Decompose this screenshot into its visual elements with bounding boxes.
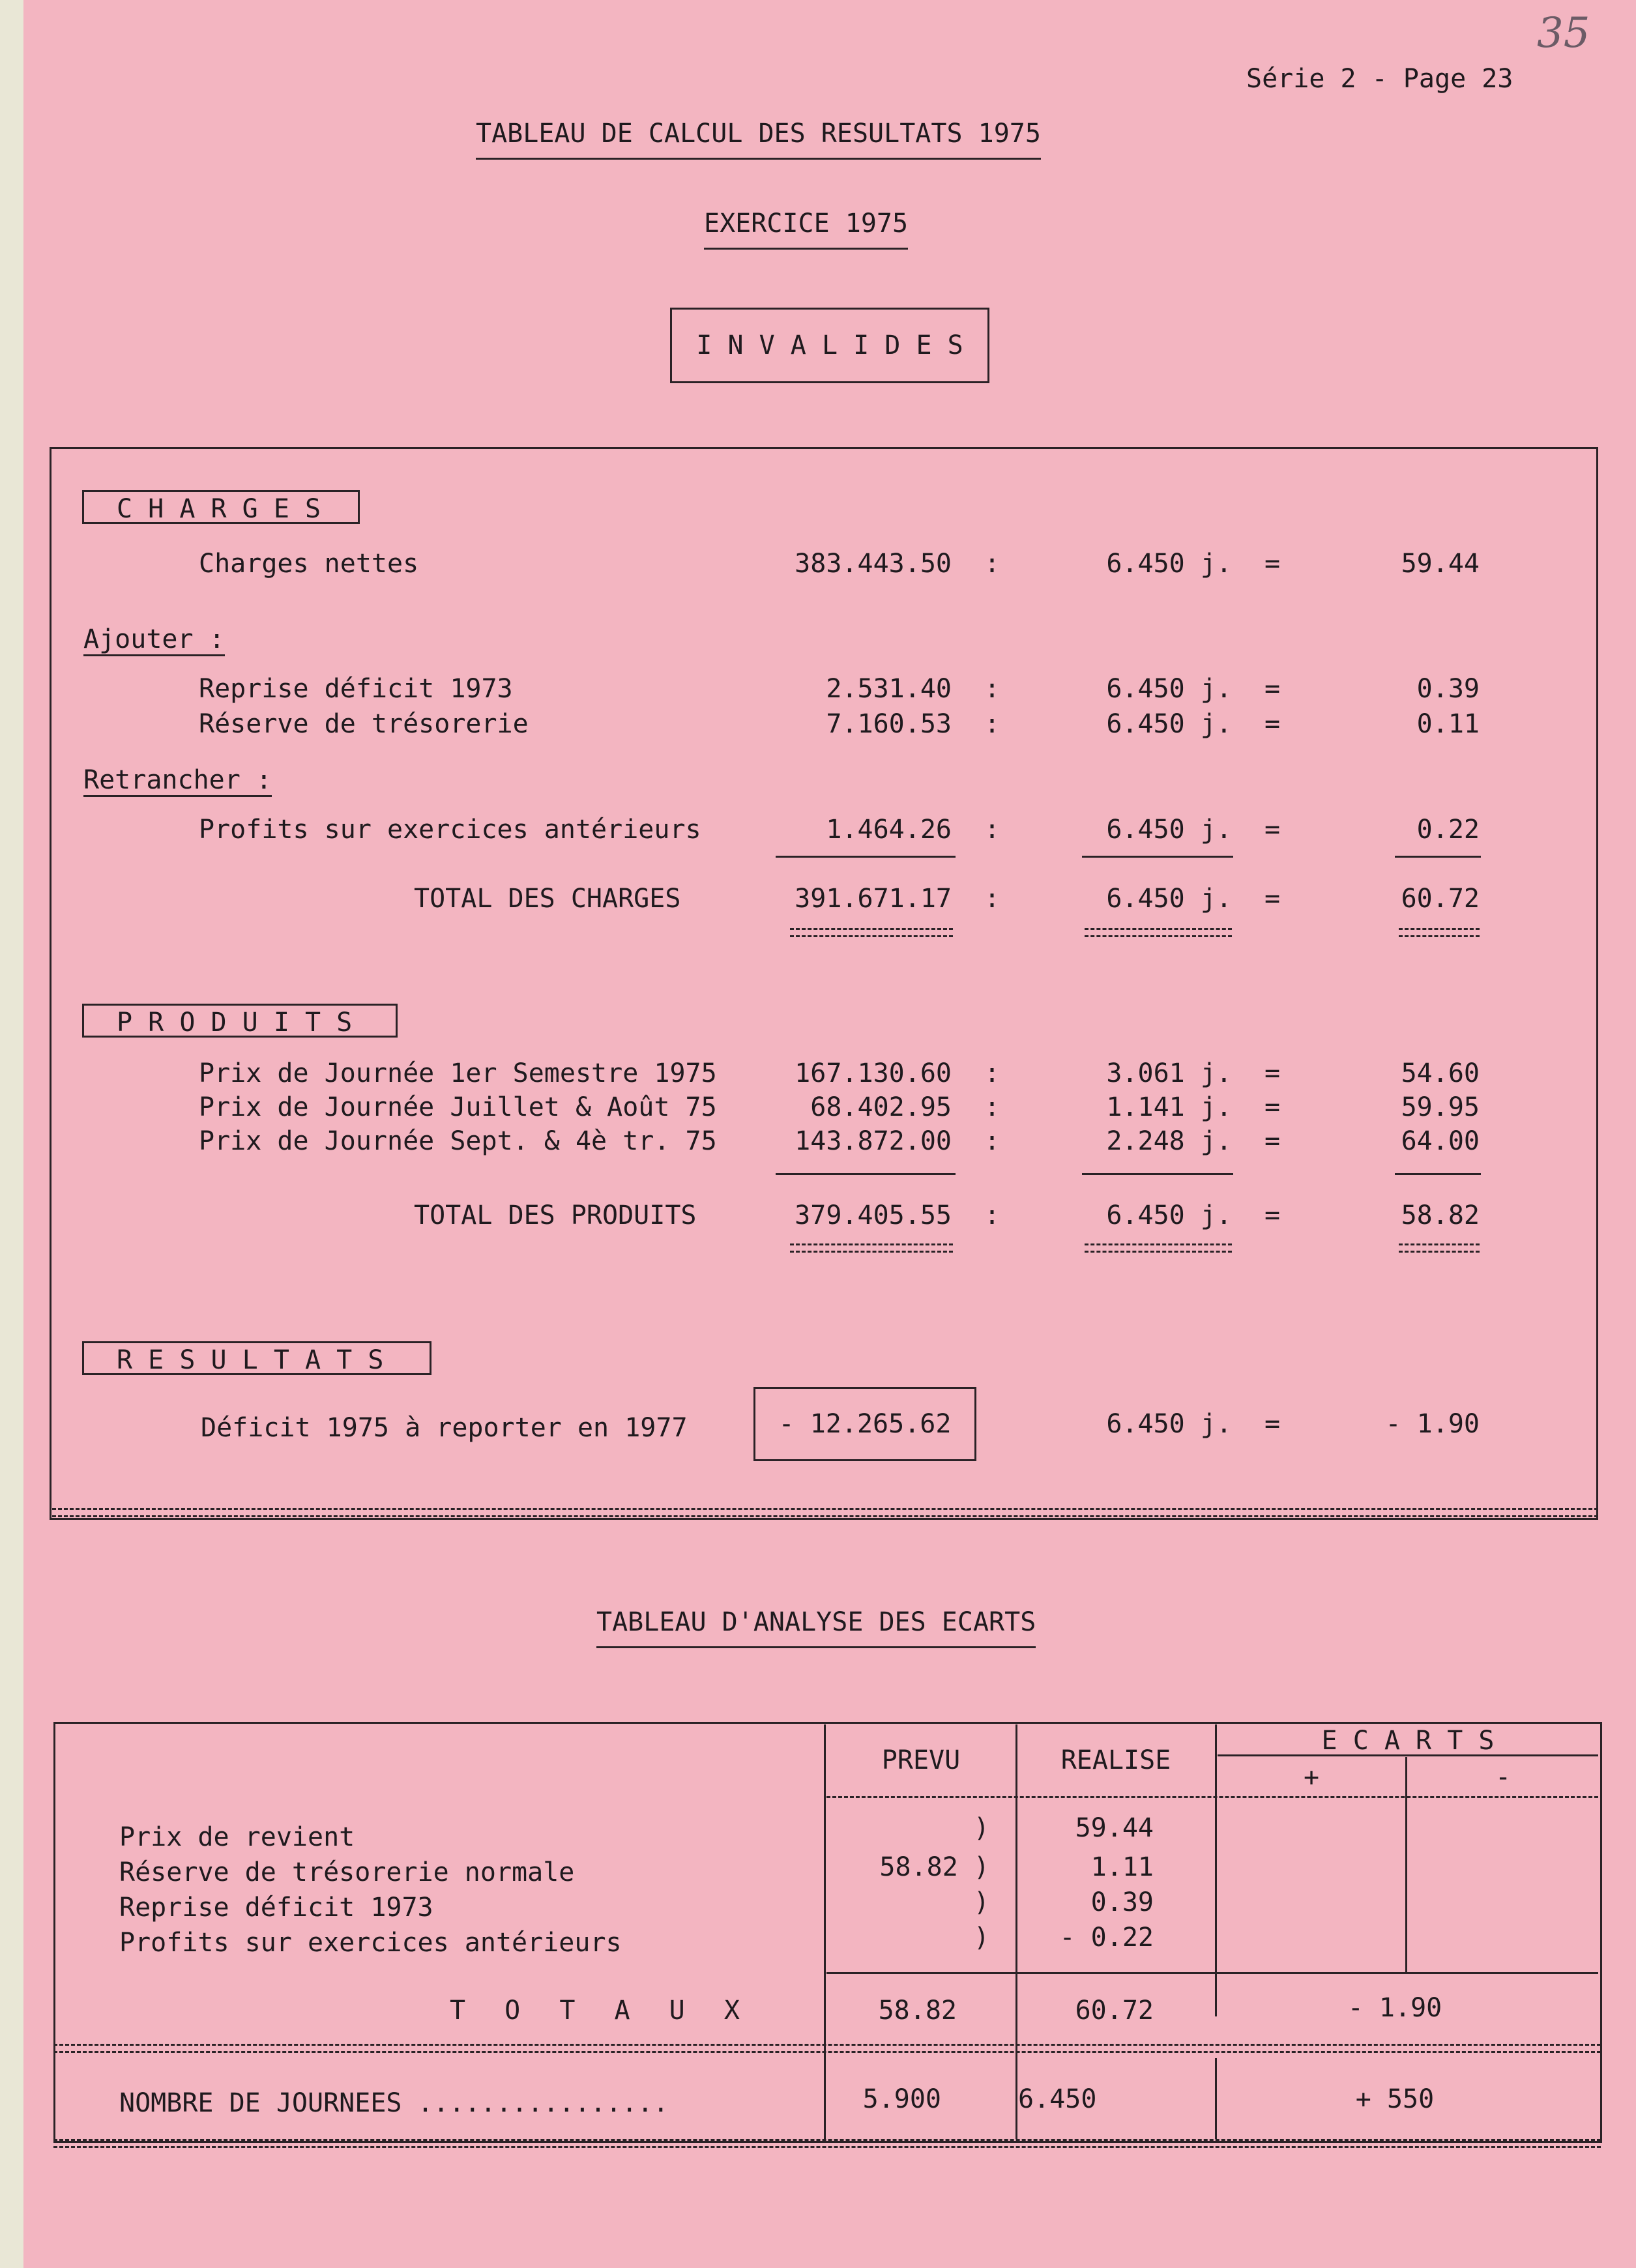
col-divider-plus-minus [1405, 1757, 1407, 1972]
reserve-tresorerie-label: Réserve de trésorerie [199, 709, 529, 739]
reserve-tresorerie-days: 6.450 j. [1106, 709, 1232, 739]
header-prevu: PREVU [881, 1745, 961, 1775]
header-realise: REALISE [1060, 1745, 1171, 1775]
produits-row-2-label: Prix de Journée Juillet & Août 75 [199, 1092, 717, 1122]
produits-row-3-eq: = [1264, 1126, 1281, 1156]
analyse-row-3-prevu: ) [973, 1887, 989, 1917]
col-divider-prevu [824, 1724, 826, 2139]
produits-row-1-amount: 167.130.60 [795, 1058, 952, 1088]
profits-anterieurs-result: 0.22 [1416, 815, 1480, 845]
produits-row-2-amount: 68.402.95 [810, 1092, 952, 1122]
produits-row-2-days: 1.141 j. [1106, 1092, 1232, 1122]
reprise-deficit-colon: : [984, 674, 1001, 704]
totaux-prevu: 58.82 [878, 1996, 957, 2026]
deficit-label: Déficit 1975 à reporter en 1977 [201, 1413, 688, 1443]
charges-sum-rule-amount [776, 856, 956, 858]
analyse-row-1-realise: 59.44 [1075, 1813, 1154, 1843]
totaux-top-rule [826, 1972, 1598, 1974]
handwritten-page-number: 35 [1537, 9, 1590, 57]
analyse-row-1-label: Prix de revient [119, 1822, 355, 1852]
produits-row-3-amount: 143.872.00 [795, 1126, 952, 1156]
analyse-row-2-realise: 1.11 [1090, 1852, 1154, 1882]
header-bottom-rule [826, 1796, 1598, 1798]
total-charges-colon: : [984, 884, 1001, 914]
produits-heading: P R O D U I T S [82, 1004, 398, 1038]
reprise-deficit-result: 0.39 [1416, 674, 1480, 704]
analyse-row-2-label: Réserve de trésorerie normale [119, 1857, 575, 1887]
total-produits-eq: = [1264, 1200, 1281, 1230]
journees-prevu: 5.900 [862, 2084, 941, 2114]
totaux-label: T O T A U X [450, 1996, 752, 2026]
document-title: TABLEAU DE CALCUL DES RESULTATS 1975 [476, 119, 1041, 160]
reprise-deficit-eq: = [1264, 674, 1281, 704]
total-produits-colon: : [984, 1200, 1001, 1230]
charges-nettes-result: 59.44 [1401, 549, 1480, 579]
total-produits-amount: 379.405.55 [795, 1200, 952, 1230]
journees-top-double-rule [53, 2044, 1601, 2053]
produits-row-1-colon: : [984, 1058, 1001, 1088]
reserve-tresorerie-colon: : [984, 709, 1001, 739]
charges-nettes-colon: : [984, 549, 1001, 579]
deficit-eq: = [1264, 1409, 1281, 1439]
total-charges-amount: 391.671.17 [795, 884, 952, 914]
total-charges-days: 6.450 j. [1106, 884, 1232, 914]
header-ecarts-plus: + [1303, 1762, 1320, 1792]
total-produits-days: 6.450 j. [1106, 1200, 1232, 1230]
exercice-title: EXERCICE 1975 [704, 209, 908, 250]
total-produits-label: TOTAL DES PRODUITS [414, 1200, 697, 1230]
totaux-realise: 60.72 [1075, 1996, 1154, 2026]
reserve-tresorerie-amount: 7.160.53 [826, 709, 952, 739]
produits-row-2-eq: = [1264, 1092, 1281, 1122]
produits-sum-rule-amount [776, 1173, 956, 1175]
profits-anterieurs-eq: = [1264, 815, 1281, 845]
produits-row-1-result: 54.60 [1401, 1058, 1480, 1088]
reserve-tresorerie-result: 0.11 [1416, 709, 1480, 739]
results-frame-double-rule [52, 1508, 1598, 1517]
charges-sum-rule-result [1395, 856, 1481, 858]
totaux-ecart: - 1.90 [1347, 1993, 1442, 2023]
produits-sum-rule-days [1082, 1173, 1233, 1175]
analyse-row-4-prevu: ) [973, 1923, 989, 1953]
analyse-title: TABLEAU D'ANALYSE DES ECARTS [596, 1607, 1036, 1648]
analyse-row-1-prevu: ) [973, 1813, 989, 1843]
reprise-deficit-label: Reprise déficit 1973 [199, 674, 513, 704]
journees-ecart: + 550 [1355, 2084, 1435, 2114]
total-charges-eq: = [1264, 884, 1281, 914]
total-charges-label: TOTAL DES CHARGES [414, 884, 681, 914]
total-charges-result: 60.72 [1401, 884, 1480, 914]
reprise-deficit-days: 6.450 j. [1106, 674, 1232, 704]
resultats-heading: R E S U L T A T S [82, 1341, 431, 1375]
charges-heading: C H A R G E S [82, 490, 360, 524]
deficit-result: - 1.90 [1385, 1409, 1480, 1439]
produits-row-3-days: 2.248 j. [1106, 1126, 1232, 1156]
produits-row-3-result: 64.00 [1401, 1126, 1480, 1156]
charges-sum-rule-days [1082, 856, 1233, 858]
total-produits-double-rule-amount [790, 1243, 953, 1253]
produits-row-1-days: 3.061 j. [1106, 1058, 1232, 1088]
analyse-table-bottom-rule [53, 2139, 1601, 2148]
deficit-days: 6.450 j. [1106, 1409, 1232, 1439]
page-edge [0, 0, 23, 2268]
produits-sum-rule-result [1395, 1173, 1481, 1175]
charges-nettes-days: 6.450 j. [1106, 549, 1232, 579]
page-reference: Série 2 - Page 23 [1246, 64, 1513, 94]
total-charges-double-rule-result [1399, 928, 1480, 937]
produits-row-1-label: Prix de Journée 1er Semestre 1975 [199, 1058, 717, 1088]
total-produits-double-rule-days [1085, 1243, 1232, 1253]
produits-row-1-eq: = [1264, 1058, 1281, 1088]
analyse-row-3-label: Reprise déficit 1973 [119, 1893, 433, 1923]
profits-anterieurs-colon: : [984, 815, 1001, 845]
analyse-row-4-realise: - 0.22 [1059, 1923, 1154, 1953]
retrancher-label: Retrancher : [83, 765, 272, 795]
analyse-row-3-realise: 0.39 [1090, 1887, 1154, 1917]
deficit-amount: - 12.265.62 [753, 1387, 976, 1461]
profits-anterieurs-amount: 1.464.26 [826, 815, 952, 845]
produits-row-2-result: 59.95 [1401, 1092, 1480, 1122]
section-invalides: I N V A L I D E S [670, 308, 989, 383]
journees-realise: 6.450 [1018, 2084, 1097, 2114]
charges-nettes-label: Charges nettes [199, 549, 419, 579]
analyse-row-4-label: Profits sur exercices antérieurs [119, 1928, 622, 1958]
analyse-row-2-prevu: 58.82 ) [879, 1852, 989, 1882]
ajouter-label: Ajouter : [83, 624, 225, 654]
charges-nettes-eq: = [1264, 549, 1281, 579]
produits-row-2-colon: : [984, 1092, 1001, 1122]
produits-row-3-label: Prix de Journée Sept. & 4è tr. 75 [199, 1126, 717, 1156]
profits-anterieurs-label: Profits sur exercices antérieurs [199, 815, 701, 845]
reserve-tresorerie-eq: = [1264, 709, 1281, 739]
produits-row-3-colon: : [984, 1126, 1001, 1156]
profits-anterieurs-days: 6.450 j. [1106, 815, 1232, 845]
reprise-deficit-amount: 2.531.40 [826, 674, 952, 704]
journees-label: NOMBRE DE JOURNEES ................ [119, 2088, 669, 2118]
header-ecarts: E C A R T S [1321, 1726, 1495, 1756]
col-divider-realise [1015, 1724, 1017, 2139]
total-produits-double-rule-result [1399, 1243, 1480, 1253]
col-divider-ecarts-lower [1215, 2058, 1217, 2139]
charges-nettes-amount: 383.443.50 [795, 549, 952, 579]
total-charges-double-rule-amount [790, 928, 953, 937]
header-ecarts-minus: - [1495, 1762, 1512, 1792]
total-charges-double-rule-days [1085, 928, 1232, 937]
total-produits-result: 58.82 [1401, 1200, 1480, 1230]
